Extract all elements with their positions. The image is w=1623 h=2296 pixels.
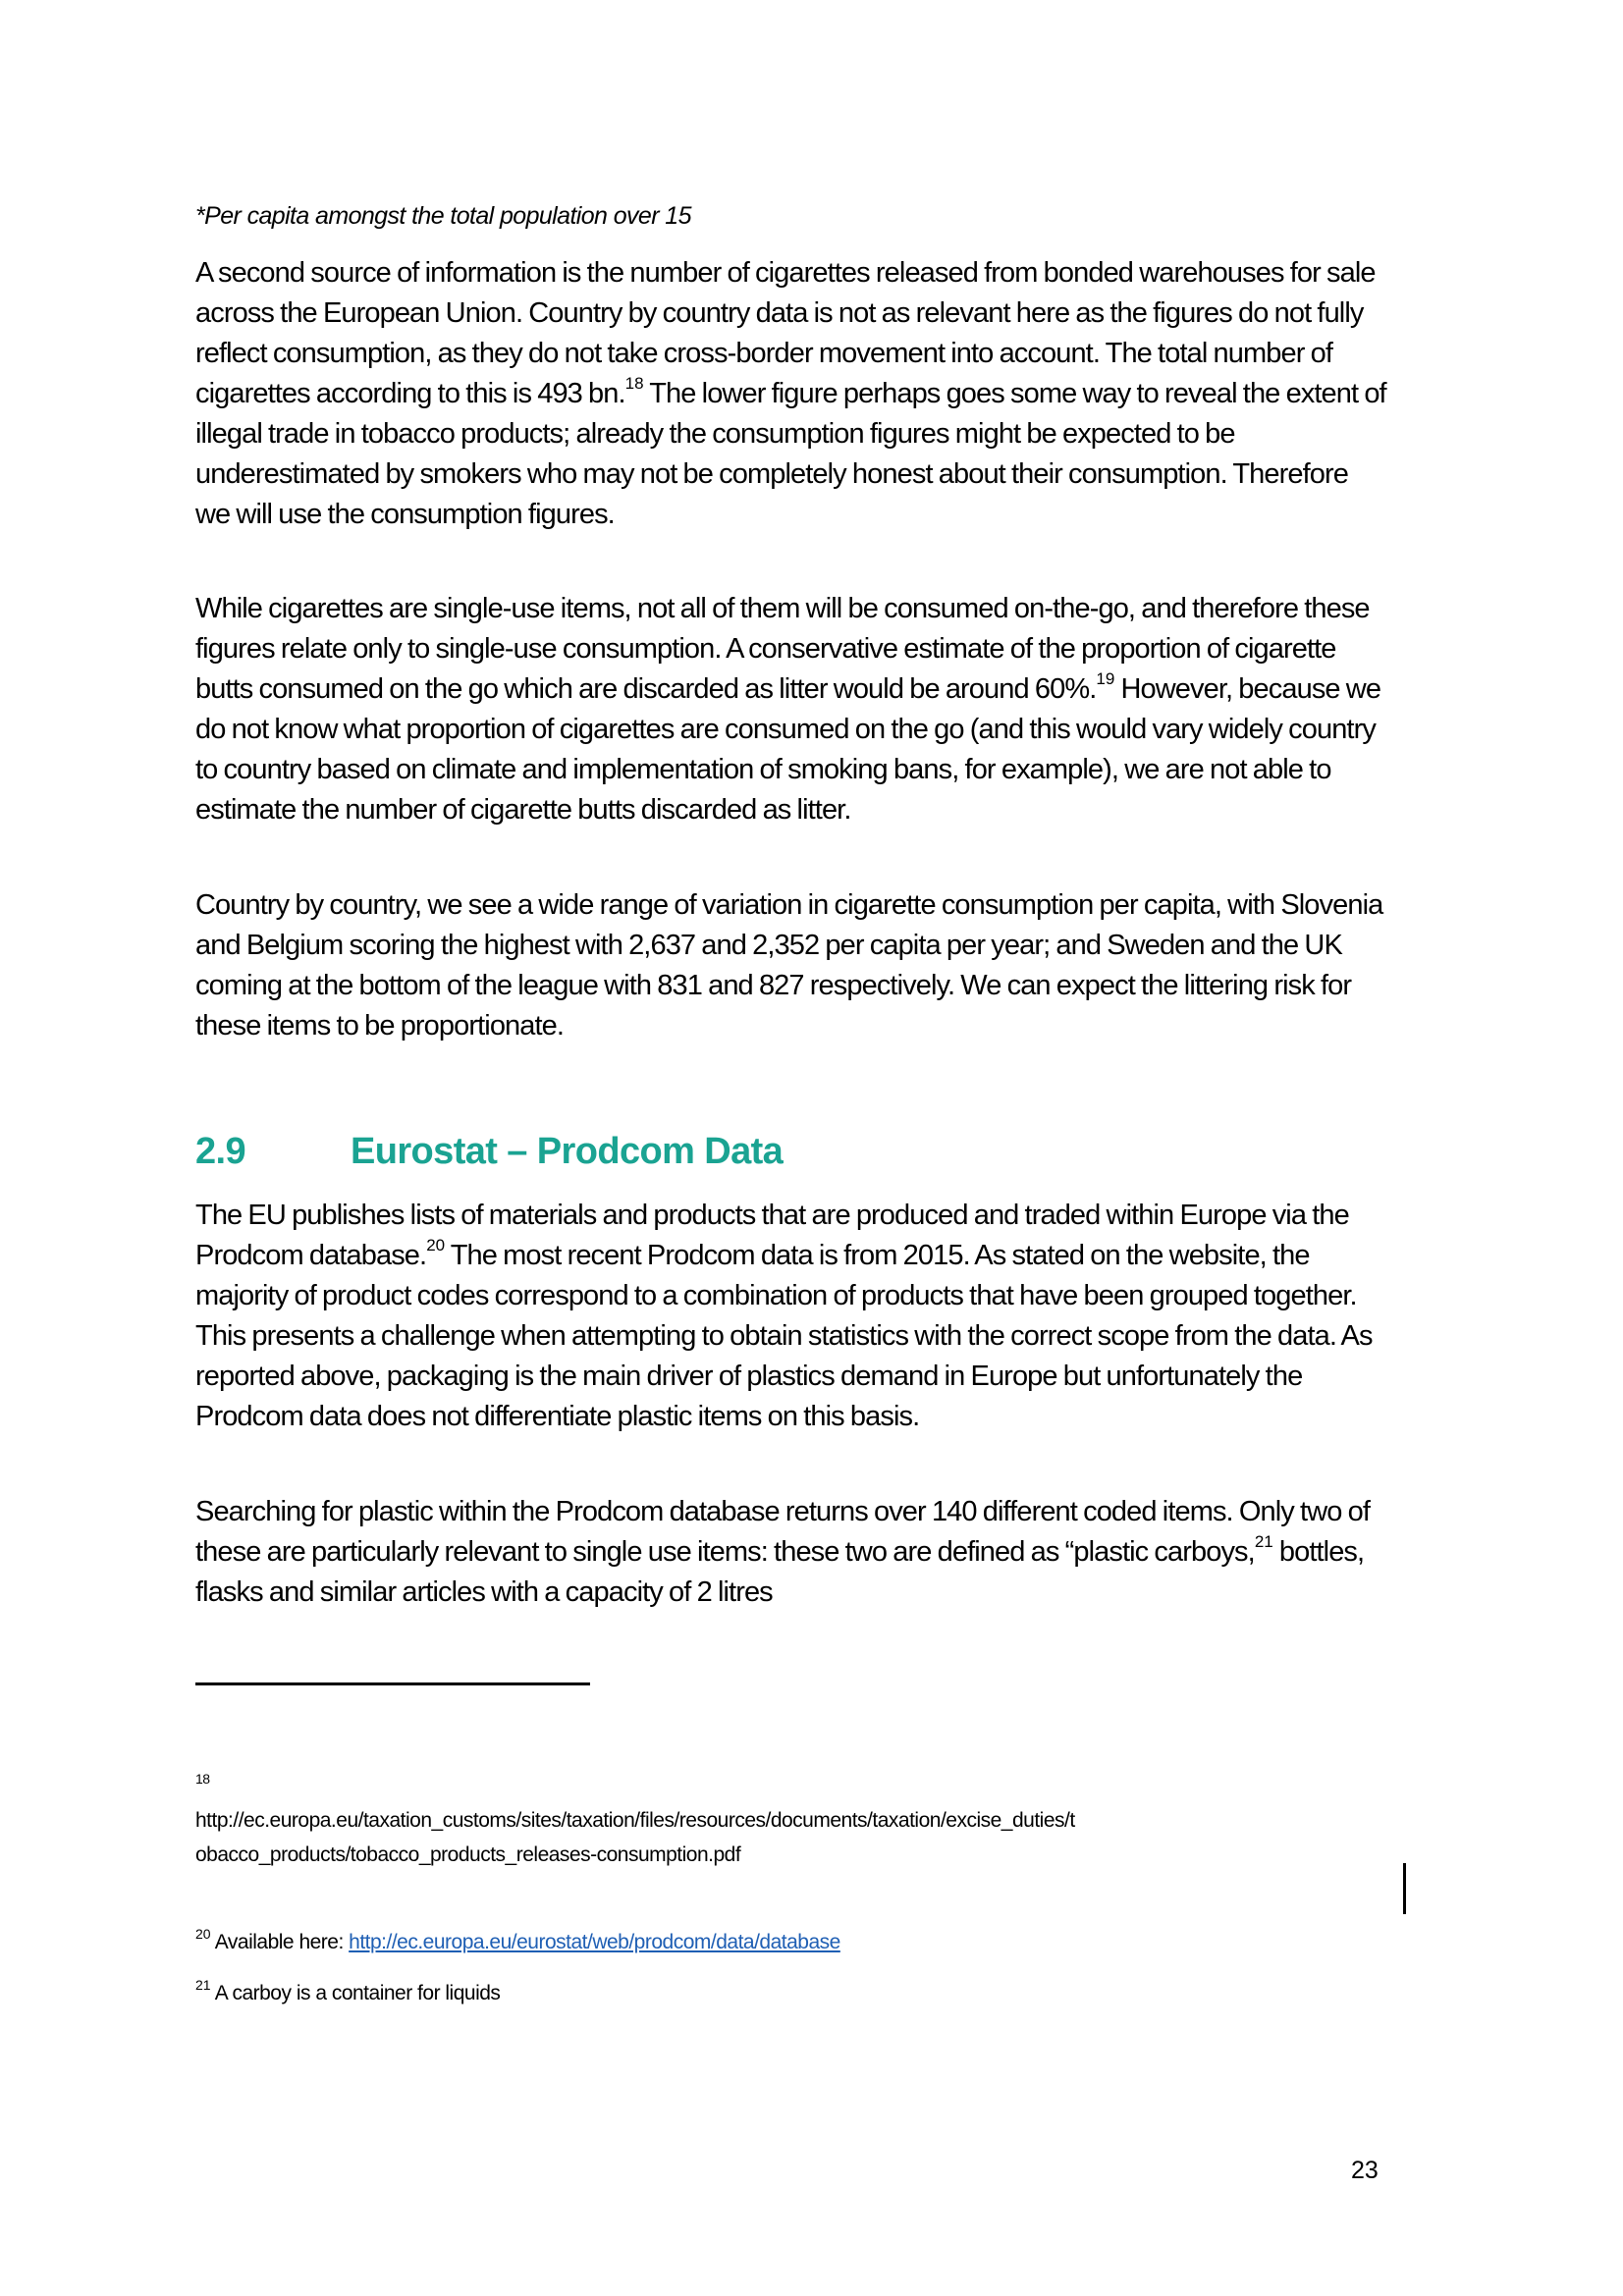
prodcom-database-link[interactable]: http://ec.europa.eu/eurostat/web/prodcom/data/database: [349, 1931, 840, 1953]
paragraph-text: Country by country, we see a wide range of variation in cigarette consumption per capita, with Slovenia and Belgium scoring the highest with 2,637 and 2,352 per capita per year; and Sweden and the UK coming at the bottom of the league with 831 and 827 respectively. We can expect the littering risk for these items to be proportionate.: [195, 889, 1383, 1041]
paragraph-text: The EU publishes lists of materials and products that are produced and traded within Europe via the Prodcom database.: [195, 1200, 1349, 1271]
page-number: 23: [1351, 2157, 1379, 2184]
footnote-ref-21[interactable]: 21: [1254, 1532, 1273, 1551]
footnote-21-number: 21: [195, 1977, 211, 1993]
footnote-ref-19[interactable]: 19: [1096, 669, 1115, 688]
paragraph-country-variation: [195, 885, 1388, 1046]
paragraph-single-use: [195, 589, 1388, 830]
footnote-20-number: 20: [195, 1926, 211, 1942]
section-heading: [195, 1127, 783, 1176]
footnote-18-number: 18: [195, 1771, 210, 1787]
footnote-ref-20[interactable]: 20: [426, 1236, 446, 1255]
paragraph-text: However, because we do not know what proportion of cigarettes are consumed on the go (and this would vary widely country to country based on climate and implementation of smoking bans, for example), we are not able to estimate the number of cigarette butts discarded as litter.: [195, 673, 1381, 826]
footnote-ref-18[interactable]: 18: [624, 374, 644, 393]
paragraph-text: A second source of information is the number of cigarettes released from bonded warehouses for sale across the European Union. Country by country data is not as relevant here as the figures do not fully reflect consumption, as they do not take cross-border movement into account. The total number of cigarettes according to this is 493 bn.: [195, 257, 1376, 409]
footnote-21-text: A carboy is a container for liquids: [214, 1982, 501, 2004]
footnote-20-label: Available here:: [214, 1931, 350, 1953]
section-title: Eurostat – Prodcom Data: [351, 1131, 784, 1172]
section-number: 2.9: [195, 1131, 246, 1172]
paragraph-text: Searching for plastic within the Prodcom database returns over 140 different coded items. Only two of these are particularly relevant to single use items: these two are defined as “plastic carboys,: [195, 1496, 1371, 1568]
paragraph-text: The most recent Prodcom data is from 2015. As stated on the website, the majority of product codes correspond to a combination of products that have been grouped together. This presents a challenge when attempting to obtain statistics with the correct scope from the data. As reported above, packaging is the main driver of plastics demand in Europe but unfortunately the Prodcom data does not differentiate plastic items on this basis.: [195, 1240, 1373, 1432]
footnote-separator: [195, 1682, 590, 1685]
table-caption: *Per capita amongst the total population over 15: [195, 202, 691, 230]
paragraph-text: While cigarettes are single-use items, not all of them will be consumed on-the-go, and therefore these figures relate only to single-use consumption. A conservative estimate of the proportion of cigarette butts consumed on the go which are discarded as litter would be around 60%.: [195, 593, 1370, 705]
paragraph-prodcom-search: [195, 1492, 1388, 1613]
paragraph-text: bottles, flasks and similar articles with a capacity of 2 litres: [195, 1536, 1365, 1608]
revision-change-bar: [1403, 1863, 1406, 1914]
paragraph-prodcom-intro: [195, 1196, 1388, 1437]
paragraph-text: The lower figure perhaps goes some way to reveal the extent of illegal trade in tobacco products; already the consumption figures might be expected to be underestimated by smokers who may not be completely honest about their consumption. Therefore we will use the consumption figures.: [195, 378, 1386, 530]
footnote-18-url-line1: http://ec.europa.eu/taxation_customs/sites/taxation/files/resources/documents/taxation/excise_duties/t: [195, 1809, 1075, 1832]
footnote-18-url-line2: obacco_products/tobacco_products_releases-consumption.pdf: [195, 1843, 741, 1866]
footnote-20: [195, 1926, 840, 1959]
footnote-21: [195, 1977, 500, 2010]
paragraph-bonded-warehouses: [195, 253, 1388, 535]
